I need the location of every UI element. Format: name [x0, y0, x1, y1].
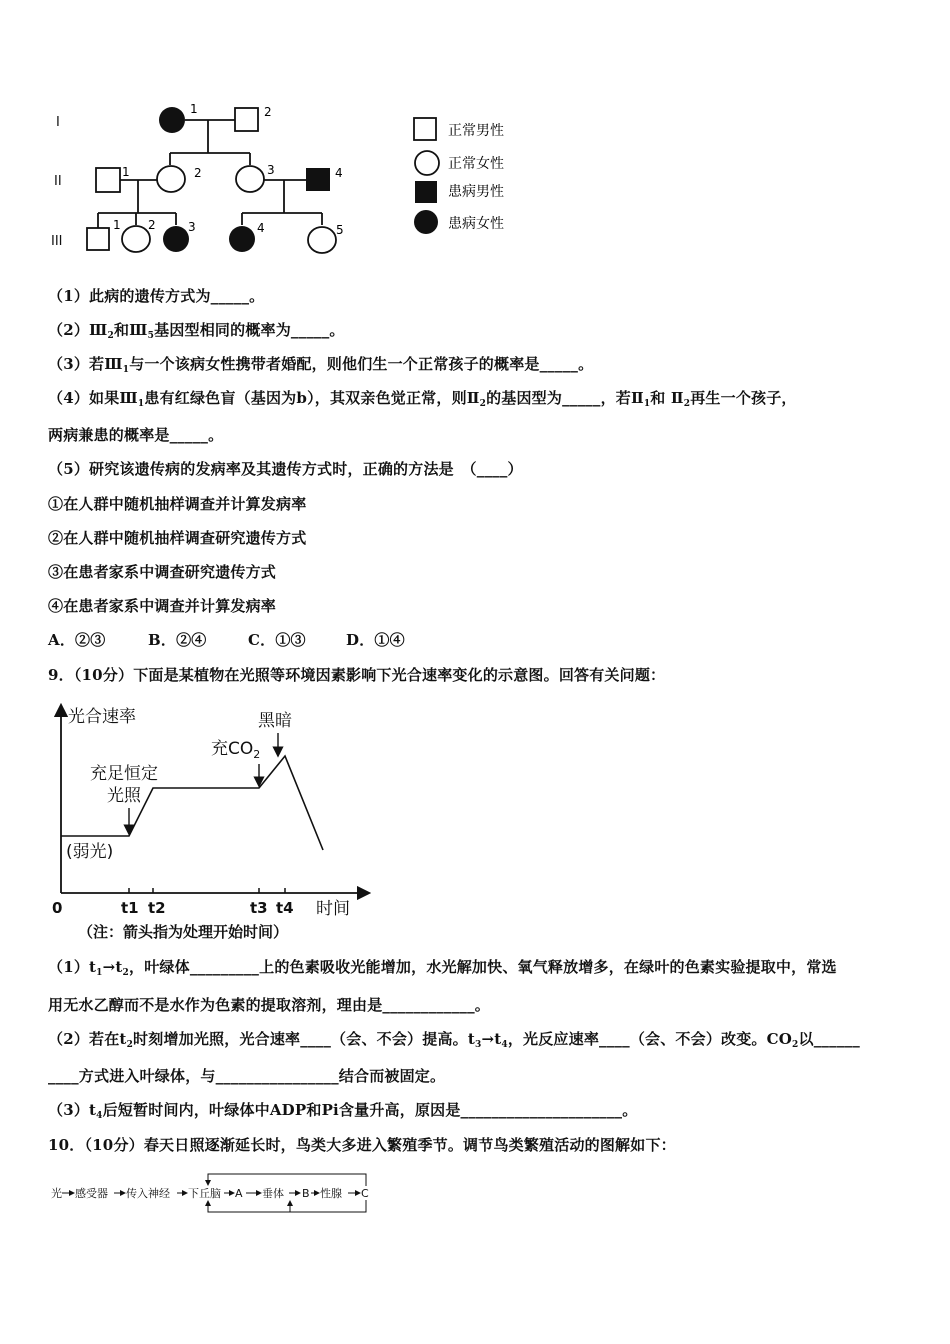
chart-xlabel: 时间	[316, 899, 350, 919]
q8-part3	[48, 354, 593, 380]
legend-label-affected-female: 患病女性	[448, 216, 504, 232]
legend-normal-male-icon	[414, 118, 436, 140]
q8-option-1	[48, 494, 306, 514]
legend-affected-female-icon	[414, 210, 438, 234]
flow-node-light: 光	[51, 1187, 62, 1200]
number-II2: 2	[194, 166, 202, 180]
q8-part4-text-c: 的基因型为_____，若Ⅱ	[486, 389, 644, 407]
q8-part3-text-a: （3）若Ⅲ	[48, 355, 123, 373]
flow-node-A: A	[235, 1187, 243, 1200]
q9-part2-line2-text: ____方式进入叶绿体，与________________结合而被固定。	[48, 1067, 446, 1085]
q8-part4-line2-text: 两病兼患的概率是_____。	[48, 426, 224, 444]
q9-part2	[48, 1029, 860, 1055]
q8-part5	[48, 459, 523, 479]
individual-III3-affected-female	[163, 226, 189, 252]
individual-I2-normal-male	[235, 108, 258, 131]
generation-label-I: I	[56, 115, 60, 130]
individual-III2-normal-female	[122, 226, 150, 252]
flow-node-afferent: 传入神经	[126, 1187, 170, 1200]
individual-II4-affected-male	[306, 168, 330, 191]
q9-part1-line2	[48, 995, 490, 1015]
q8-part4-sub1: 1	[137, 399, 145, 409]
q8-option-3-text: ③在患者家系中调查研究遗传方式	[48, 563, 277, 581]
ann-dark: 黑暗	[258, 711, 292, 731]
q9-part2-text-a: （2）若在t	[48, 1030, 127, 1048]
choice-b[interactable]: B．②④	[148, 631, 207, 649]
q9-part1	[48, 957, 837, 983]
pedigree-legend	[408, 112, 528, 242]
flow-node-pituitary: 垂体	[262, 1187, 284, 1200]
q8-part2-text-a: （2）Ⅲ	[48, 321, 108, 339]
q8-part4-sub4: 2	[683, 399, 691, 409]
q10-title	[48, 1135, 676, 1155]
number-II1: 1	[122, 165, 130, 179]
ann-co2-sub: 2	[253, 748, 261, 761]
q8-option-2	[48, 528, 306, 548]
q8-part1-text: （1）此病的遗传方式为_____。	[48, 287, 265, 305]
q9-part1-sub1: 1	[96, 968, 103, 978]
q9-part2-sub4: 2	[792, 1040, 799, 1050]
ann-light-1: 充足恒定	[90, 764, 158, 784]
individual-III5-normal-female	[308, 227, 336, 253]
q9-part1-text-a: （1）t	[48, 958, 97, 976]
flow-node-C: C	[361, 1187, 369, 1200]
q8-part2-sub2: 5	[147, 331, 155, 341]
q8-part4-text-e: 再生一个孩子，	[690, 389, 797, 407]
q9-part2-text-c: →t	[481, 1030, 502, 1048]
flow-node-B: B	[302, 1187, 310, 1200]
photosynthesis-chart	[40, 700, 380, 925]
q8-option-3	[48, 562, 276, 582]
feedback-top	[208, 1174, 366, 1186]
q9-part2-text-b: 时刻增加光照，光合速率____（会、不会）提高。t	[133, 1030, 475, 1048]
chart-ylabel: 光合速率	[68, 707, 136, 727]
tick-label-t1: t1	[121, 899, 139, 917]
legend-label-normal-female: 正常女性	[448, 156, 504, 172]
individual-II3-normal-female	[236, 166, 264, 192]
q8-option-2-text: ②在人群中随机抽样调查研究遗传方式	[48, 529, 307, 547]
q8-part2-text-c: 基因型相同的概率为_____。	[154, 321, 345, 339]
q9-part3	[48, 1100, 637, 1126]
q8-part4-sub3: 1	[643, 399, 651, 409]
q9-part2-sub2: 3	[474, 1040, 482, 1050]
number-III4: 4	[257, 221, 265, 235]
legend-label-normal-male: 正常男性	[448, 123, 504, 139]
q9-part2-text-e: 以______	[798, 1030, 860, 1048]
q8-part2-text-b: 和Ⅲ	[113, 321, 148, 339]
individual-III4-affected-female	[229, 226, 255, 252]
ann-weak-light: (弱光)	[66, 842, 114, 862]
q9-title-text: 9．（10分）下面是某植物在光照等环境因素影响下光合速率变化的示意图。回答有关问题：	[48, 666, 666, 684]
individual-II2-normal-female	[157, 166, 185, 192]
q8-option-1-text: ①在人群中随机抽样调查并计算发病率	[48, 495, 307, 513]
number-III1: 1	[113, 218, 121, 232]
q8-part1	[48, 286, 264, 306]
tick-label-t4: t4	[276, 899, 294, 917]
tick-label-t2: t2	[148, 899, 166, 917]
ann-light-2: 光照	[107, 786, 141, 806]
tick-label-t3: t3	[250, 899, 268, 917]
individual-III1-normal-male	[87, 228, 109, 250]
q9-part3-text-a: （3）t	[48, 1101, 97, 1119]
number-I2: 2	[264, 105, 272, 119]
individual-I1-affected-female	[159, 107, 185, 133]
legend-normal-female-icon	[415, 151, 439, 175]
q9-part1-line2-text: 用无水乙醇而不是水作为色素的提取溶剂，理由是____________。	[48, 996, 491, 1014]
ann-co2	[211, 739, 260, 761]
q9-part2-sub3: 4	[501, 1040, 508, 1050]
q9-part1-text-b: →t	[102, 958, 123, 976]
flow-node-receptor: 感受器	[75, 1187, 108, 1200]
generation-label-II: II	[54, 174, 62, 189]
feedback-bottom	[208, 1200, 366, 1212]
q8-part2-sub1: 2	[107, 331, 114, 341]
legend-affected-male-icon	[415, 181, 437, 203]
q8-part4-text-d: 和 Ⅱ	[650, 389, 684, 407]
q9-part1-sub2: 2	[122, 968, 130, 978]
pedigree-chart	[40, 90, 344, 260]
number-III3: 3	[188, 220, 196, 234]
flow-node-gonad: 性腺	[320, 1187, 342, 1200]
q8-choices	[48, 630, 405, 650]
chart-origin: 0	[52, 899, 63, 917]
q8-part4-text-a: （4）如果Ⅲ	[48, 389, 138, 407]
q8-part4-text-b: 患有红绿色盲（基因为b），其双亲色觉正常，则Ⅱ	[144, 389, 480, 407]
q9-part2-line2	[48, 1066, 445, 1086]
flow-node-hypothalamus: 下丘脑	[188, 1187, 221, 1200]
number-II3: 3	[267, 163, 275, 177]
ann-co2-text: 充CO	[211, 739, 254, 759]
q8-part3-text-b: 与一个该病女性携带者婚配，则他们生一个正常孩子的概率是_____。	[129, 355, 594, 373]
q9-part3-text-b: 后短暂时间内，叶绿体中ADP和Pi含量升高，原因是_____________________。	[102, 1101, 638, 1119]
q8-part5-text: （5）研究该遗传病的发病率及其遗传方式时，正确的方法是 （____）	[48, 460, 523, 478]
number-III2: 2	[148, 218, 156, 232]
q9-part2-sub1: 2	[126, 1040, 134, 1050]
chart-note	[78, 922, 288, 942]
q8-part4-sub2: 2	[479, 399, 487, 409]
number-I1: 1	[190, 102, 198, 116]
q8-part4-line2	[48, 425, 223, 445]
regulation-flow-diagram	[45, 1165, 385, 1225]
q9-title	[48, 665, 665, 685]
q8-option-4	[48, 596, 276, 616]
q9-part2-text-d: ，光反应速率____（会、不会）改变。CO	[507, 1030, 793, 1048]
choice-a[interactable]: A．②③	[48, 631, 106, 649]
individual-II1-normal-male	[96, 168, 120, 192]
generation-label-III: III	[51, 234, 63, 249]
q8-part4	[48, 388, 797, 414]
chart-note-text: （注：箭头指为处理开始时间）	[78, 923, 289, 941]
choice-d[interactable]: D．①④	[346, 631, 405, 649]
choice-c[interactable]: C．①③	[248, 631, 306, 649]
q9-part1-text-c: ，叶绿体_________上的色素吸收光能增加，水光解加快、氧气释放增多，在绿叶的色素实验提取中，常选	[129, 958, 837, 976]
legend-label-affected-male: 患病男性	[448, 184, 504, 200]
number-III5: 5	[336, 223, 344, 237]
q8-part2	[48, 320, 345, 346]
q8-option-4-text: ④在患者家系中调查并计算发病率	[48, 597, 277, 615]
q10-title-text: 10．（10分）春天日照逐渐延长时，鸟类大多进入繁殖季节。调节鸟类繁殖活动的图解如下：	[48, 1136, 676, 1154]
number-II4: 4	[335, 166, 343, 180]
q9-part3-sub1: 4	[96, 1111, 103, 1121]
q8-part3-sub: 1	[122, 365, 130, 375]
